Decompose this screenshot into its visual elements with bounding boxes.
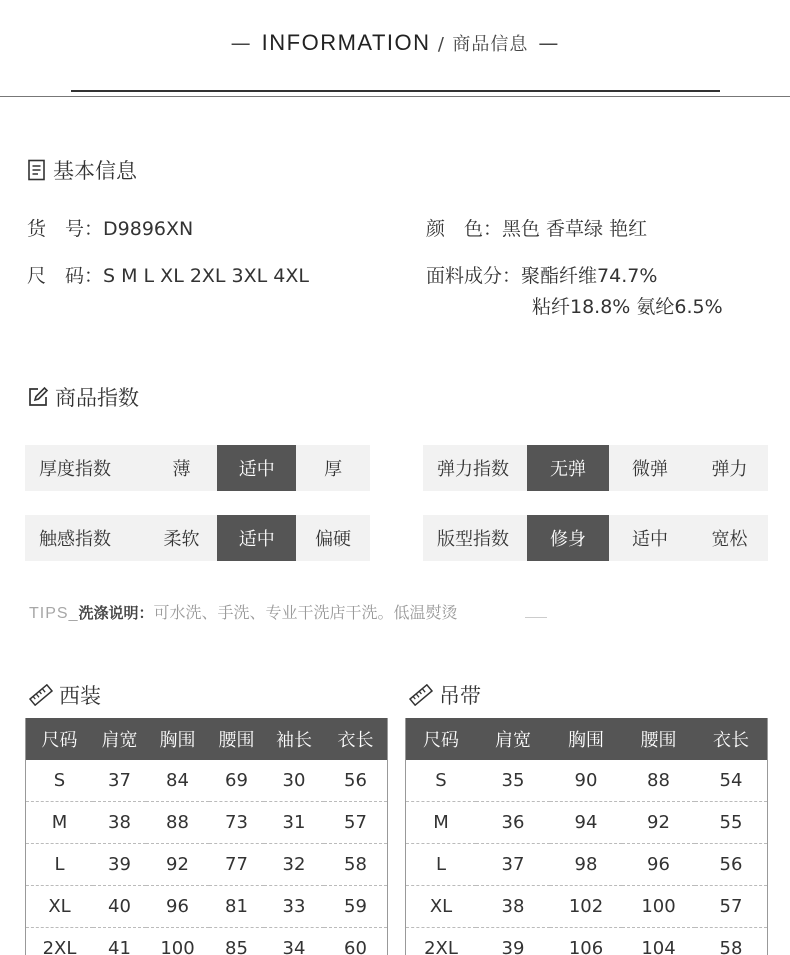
touch-label: 触感指数 [39,529,111,550]
table-row [406,802,767,844]
suit-header-length: 衣长 [324,718,387,760]
table-row [26,928,387,955]
table-cell: 57 [324,802,387,844]
suit-header-sleeve: 袖长 [264,718,324,760]
table-cell: 33 [264,886,324,928]
index-heading: 商品指数 [55,386,139,410]
table-cell: 41 [93,928,146,955]
table-cell: 100 [622,886,695,928]
fabric-value-1: 聚酯纤维74.7% [521,265,658,287]
table-cell: L [406,844,476,886]
edit-icon [27,386,49,408]
cami-header-length: 衣长 [695,718,767,760]
table-cell: 58 [695,928,767,955]
table-cell: 92 [622,802,695,844]
table-cell: 56 [695,844,767,886]
table-cell: S [26,760,93,802]
table-cell: M [406,802,476,844]
table-cell: 102 [550,886,622,928]
table-cell: 39 [476,928,550,955]
wash-tips [29,600,458,623]
table-cell: 69 [209,760,264,802]
table-cell: 59 [324,886,387,928]
item-number-label: 货 号： [27,218,104,240]
table-cell: 30 [264,760,324,802]
table-cell: L [26,844,93,886]
table-cell: 106 [550,928,622,955]
section-header [0,30,790,56]
cami-header-shoulder: 肩宽 [476,718,550,760]
table-cell: 37 [93,760,146,802]
table-cell: 90 [550,760,622,802]
table-cell: S [406,760,476,802]
cami-heading: 吊带 [439,684,481,708]
table-cell: 2XL [26,928,93,955]
table-cell: 37 [476,844,550,886]
elasticity-label: 弹力指数 [437,459,509,480]
table-cell: 31 [264,802,324,844]
fabric-row [426,261,657,288]
cami-size-table [405,718,768,955]
cami-table-title [409,680,481,710]
table-cell: 58 [324,844,387,886]
cami-header-waist: 腰围 [622,718,695,760]
tips-divider [525,617,547,618]
table-cell: 54 [695,760,767,802]
table-cell: XL [26,886,93,928]
item-number-row [27,214,193,241]
cami-table-header [406,718,767,760]
item-number-value: D9896XN [103,218,194,240]
fit-option-loose: 宽松 [711,529,748,550]
elasticity-option-stretch: 弹力 [711,459,748,480]
table-cell: 60 [324,928,387,955]
cami-header-size: 尺码 [406,718,476,760]
thickness-label: 厚度指数 [39,459,111,480]
suit-table-title [29,680,101,710]
table-cell: 92 [146,844,209,886]
size-label: 尺 码： [27,265,104,287]
suit-table-header [26,718,387,760]
table-cell: 38 [93,802,146,844]
size-row [27,261,309,288]
table-cell: 2XL [406,928,476,955]
table-cell: 100 [146,928,209,955]
fabric-value-2: 粘纤18.8% 氨纶6.5% [532,296,723,318]
table-cell: 88 [622,760,695,802]
header-divider [0,96,790,97]
ruler-icon [29,684,53,706]
table-row [26,760,387,802]
table-cell: 40 [93,886,146,928]
header-title-cn: 商品信息 [452,34,529,55]
thickness-option-thin: 薄 [172,459,191,480]
size-value: S M L XL 2XL 3XL 4XL [103,265,309,287]
fit-index [423,515,768,561]
table-cell: 34 [264,928,324,955]
table-cell: 55 [695,802,767,844]
header-title-en: INFORMATION [261,30,431,55]
table-cell: 38 [476,886,550,928]
fit-option-regular: 适中 [632,529,668,550]
table-cell: 35 [476,760,550,802]
suit-header-shoulder: 肩宽 [93,718,146,760]
table-cell: 84 [146,760,209,802]
touch-option-soft: 柔软 [163,529,200,550]
table-cell: 57 [695,886,767,928]
touch-option-medium: 适中 [217,515,296,561]
table-cell: 36 [476,802,550,844]
thickness-option-medium: 适中 [217,445,296,491]
ruler-icon [409,684,433,706]
table-cell: M [26,802,93,844]
table-row [406,760,767,802]
header-slash: / [437,34,445,55]
table-row [406,886,767,928]
header-dash-right: — [538,31,560,55]
table-cell: 94 [550,802,622,844]
table-cell: 39 [93,844,146,886]
table-cell: 98 [550,844,622,886]
table-cell: 96 [622,844,695,886]
table-cell: 88 [146,802,209,844]
document-icon [27,159,47,181]
elasticity-index [423,445,768,491]
table-row [26,844,387,886]
color-row [426,214,647,241]
table-cell: 81 [209,886,264,928]
table-cell: 96 [146,886,209,928]
suit-header-bust: 胸围 [146,718,209,760]
fit-label: 版型指数 [437,529,509,550]
suit-size-table [25,718,388,955]
touch-index [25,515,370,561]
thickness-option-thick: 厚 [324,459,343,480]
suit-header-waist: 腰围 [209,718,264,760]
table-cell: 85 [209,928,264,955]
color-value: 黑色 香草绿 艳红 [502,218,648,240]
fit-option-slim: 修身 [527,515,609,561]
table-cell: 73 [209,802,264,844]
elasticity-option-none: 无弹 [527,445,609,491]
table-cell: XL [406,886,476,928]
suit-header-size: 尺码 [26,718,93,760]
header-underline [71,90,720,92]
table-cell: 32 [264,844,324,886]
table-cell: 77 [209,844,264,886]
cami-header-bust: 胸围 [550,718,622,760]
basic-info-title [27,155,137,185]
basic-info-heading: 基本信息 [53,159,137,183]
thickness-index [25,445,370,491]
table-row [26,802,387,844]
index-title [27,382,139,412]
table-row [26,886,387,928]
touch-option-stiff: 偏硬 [315,529,352,550]
elasticity-option-slight: 微弹 [632,459,668,480]
table-row [406,928,767,955]
table-cell: 56 [324,760,387,802]
color-label: 颜 色： [426,218,503,240]
tips-prefix: TIPS_ [29,605,79,622]
table-cell: 104 [622,928,695,955]
tips-text: 可水洗、手洗、专业干洗店干洗。低温熨烫 [153,603,458,622]
table-row [406,844,767,886]
header-dash-left: — [230,31,252,55]
suit-heading: 西装 [59,684,101,708]
fabric-label: 面料成分： [426,265,522,287]
tips-label: 洗涤说明： [78,604,154,622]
